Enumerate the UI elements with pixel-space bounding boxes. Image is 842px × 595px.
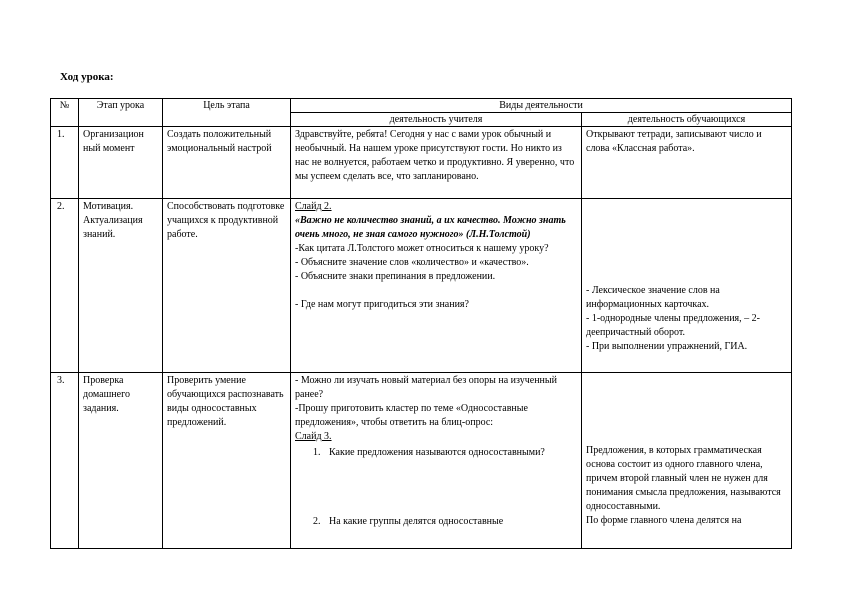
col-header-num: № — [51, 99, 79, 127]
student-answer: - При выполнении упражнений, ГИА. — [586, 341, 748, 352]
goal-cell: Способствовать подготовке учащихся к продуктивной работе. — [163, 199, 291, 373]
table-row — [51, 373, 792, 549]
question-text: Какие предложения называются односоставными? — [329, 447, 545, 458]
question-number: 2. — [313, 516, 321, 527]
table-row — [51, 127, 792, 199]
student-activity-cell — [582, 373, 792, 549]
col-header-activities: Виды деятельности — [291, 99, 792, 113]
stage-cell: Мотивация. Актуализация знаний. — [79, 199, 163, 373]
stage-cell: Проверка домашнего задания. — [79, 373, 163, 549]
numbered-question — [295, 446, 577, 460]
teacher-question: - Объясните значение слов «количество» и «качество». — [295, 257, 529, 268]
question-text: На какие группы делятся односоставные — [329, 516, 504, 527]
lesson-plan-table — [50, 98, 792, 549]
row-number: 2. — [51, 199, 79, 373]
header-row-1 — [51, 99, 792, 113]
col-header-goal: Цель этапа — [163, 99, 291, 127]
student-activity-cell — [582, 127, 792, 199]
col-header-teacher: деятельность учителя — [291, 113, 582, 127]
lesson-heading: Ход урока: — [60, 71, 114, 83]
stage-cell: Организацион ный момент — [79, 127, 163, 199]
teacher-text: Здравствуйте, ребята! Сегодня у нас с вами урок обычный и необычный. На нашем уроке присутствуют гости. Но никто из нас не волнуется, работаем четко и продуктивно. Я уверенно, что мы успеем сделать все, что запланировано. — [295, 129, 575, 182]
tolstoy-quote: «Важно не количество знаний, а их качество. Можно знать очень много, не зная самого нужного» (Л.Н.Толстой) — [295, 215, 566, 240]
row-number: 3. — [51, 373, 79, 549]
student-answer: Предложения, в которых грамматическая основа состоит из одного главного члена, причем второй главный член не нужен для понимания смысла предложения, называются односоставными. — [586, 445, 781, 512]
teacher-activity-cell — [291, 373, 582, 549]
goal-cell: Проверить умение обучающихся распознавать виды односоставных предложений. — [163, 373, 291, 549]
teacher-activity-cell — [291, 199, 582, 373]
student-activity-cell — [582, 199, 792, 373]
numbered-question — [295, 515, 577, 529]
student-answer: - 1-однородные члены предложения, – 2-деепричастный оборот. — [586, 313, 760, 338]
teacher-question: - Где нам могут пригодиться эти знания? — [295, 299, 469, 310]
student-answer: - Лексическое значение слов на информационных карточках. — [586, 285, 720, 310]
teacher-activity-cell — [291, 127, 582, 199]
slide-label: Слайд 2. — [295, 201, 332, 212]
student-answer: По форме главного члена делятся на — [586, 515, 742, 526]
row-number: 1. — [51, 127, 79, 199]
teacher-question: - Объясните знаки препинания в предложении. — [295, 271, 496, 282]
student-text: Открывают тетради, записывают число и слова «Классная работа». — [586, 129, 762, 154]
question-number: 1. — [313, 447, 321, 458]
teacher-question: - Можно ли изучать новый материал без опоры на изученный ранее? — [295, 375, 557, 400]
col-header-stage: Этап урока — [79, 99, 163, 127]
col-header-students: деятельность обучающихся — [582, 113, 792, 127]
teacher-question: -Как цитата Л.Толстого может относиться к нашему уроку? — [295, 243, 549, 254]
slide-label: Слайд 3. — [295, 431, 332, 442]
goal-cell: Создать положительный эмоциональный настрой — [163, 127, 291, 199]
teacher-question: -Прошу приготовить кластер по теме «Односоставные предложения», чтобы ответить на блиц-опрос: — [295, 403, 528, 428]
table-row — [51, 199, 792, 373]
